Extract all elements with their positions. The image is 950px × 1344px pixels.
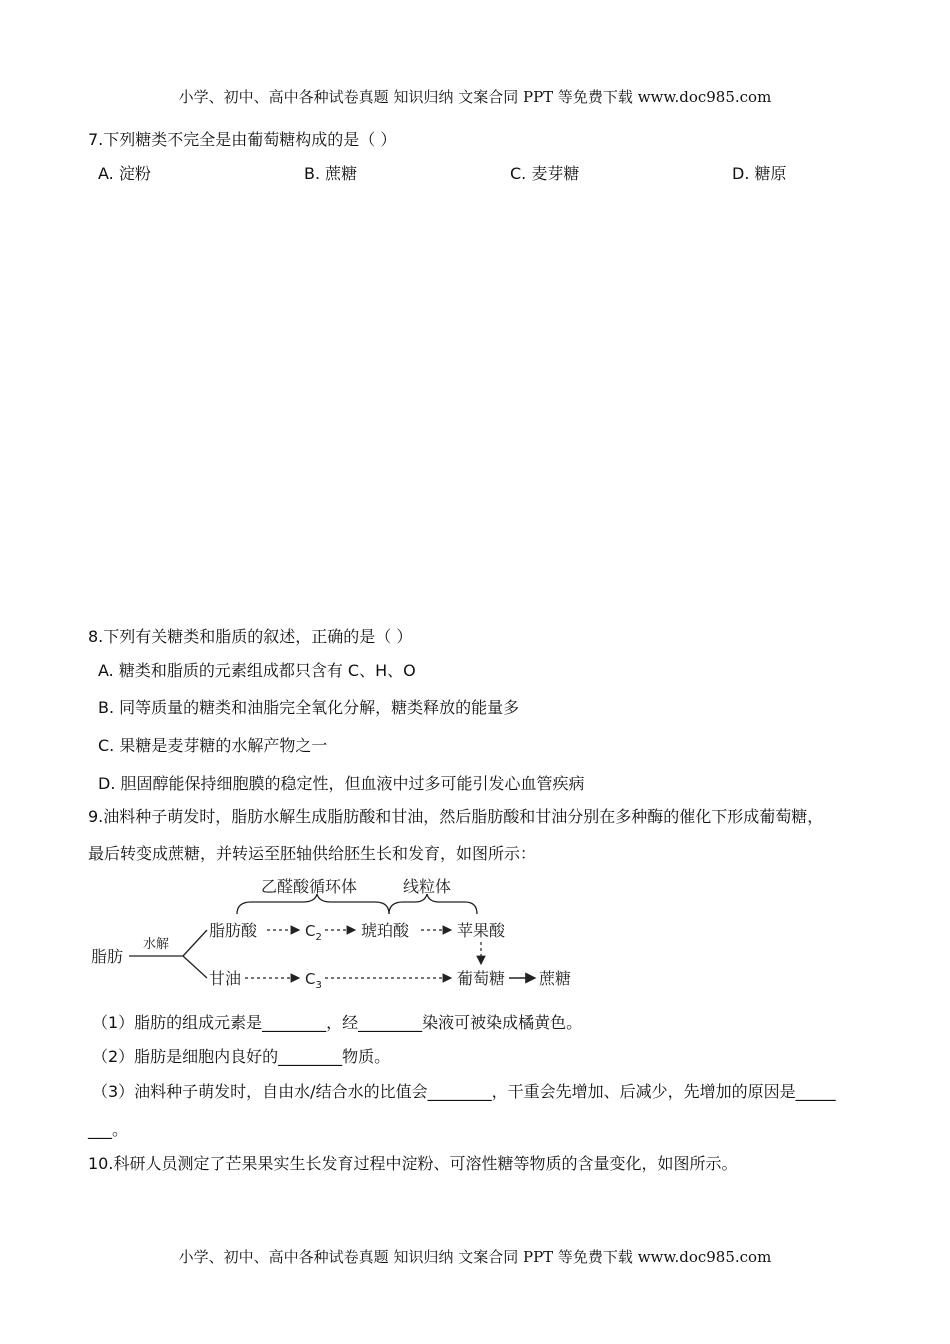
brace-mitochondria <box>389 894 477 914</box>
question-10-stem: 10.科研人员测定了芒果果实生长发育过程中淀粉、可溶性糖等物质的含量变化，如图所示。 <box>88 1154 738 1173</box>
question-9-stem-line2: 最后转变成蔗糖，并转运至胚轴供给胚生长和发育，如图所示： <box>88 844 537 863</box>
page-footer: 小学、初中、高中各种试卷真题 知识归纳 文案合同 PPT 等免费下载 www.doc985.com <box>178 1248 772 1266</box>
page-header: 小学、初中、高中各种试卷真题 知识归纳 文案合同 PPT 等免费下载 www.doc985.com <box>178 88 772 106</box>
node-malate: 苹果酸 <box>457 921 506 940</box>
node-glycerol: 甘油 <box>209 969 242 988</box>
question-8-option-c: C. 果糖是麦芽糖的水解产物之一 <box>98 736 328 755</box>
node-c2: $C_2$ <box>305 922 322 943</box>
node-fat: 脂肪 <box>91 947 124 966</box>
question-8-stem: 8.下列有关糖类和脂质的叙述，正确的是（ ） <box>88 627 413 646</box>
question-7-stem: 7.下列糖类不完全是由葡萄糖构成的是（ ） <box>88 130 397 149</box>
question-7-option-a: A. 淀粉 <box>98 164 151 183</box>
question-8-option-a: A. 糖类和脂质的元素组成都只含有 C、H、O <box>98 661 416 680</box>
question-7-option-c: C. 麦芽糖 <box>510 164 580 183</box>
node-glucose: 葡萄糖 <box>457 969 506 988</box>
question-9-sub3-line2: ___。 <box>88 1120 129 1139</box>
question-9-sub3-line1: （3）油料种子萌发时，自由水/结合水的比值会________，干重会先增加、后减少，先增加的原因是_____ <box>92 1082 836 1101</box>
question-8-option-d: D. 胆固醇能保持细胞膜的稳定性，但血液中过多可能引发心血管疾病 <box>98 774 585 793</box>
question-9-stem-line1: 9.油料种子萌发时，脂肪水解生成脂肪酸和甘油，然后脂肪酸和甘油分别在多种酶的催化下形成葡萄糖， <box>88 807 824 826</box>
label-glyoxysome: 乙醛酸循环体 <box>261 877 358 896</box>
node-succinate: 琥珀酸 <box>361 921 410 940</box>
label-hydrolysis: 水解 <box>143 937 170 952</box>
node-fatty-acid: 脂肪酸 <box>209 921 258 940</box>
node-c3: $C_3$ <box>305 970 322 991</box>
fat-metabolism-diagram <box>85 872 605 1000</box>
question-8-option-b: B. 同等质量的糖类和油脂完全氧化分解，糖类释放的能量多 <box>98 698 520 717</box>
question-9-sub2: （2）脂肪是细胞内良好的________物质。 <box>92 1047 391 1066</box>
question-9-sub1: （1）脂肪的组成元素是________，经________染液可被染成橘黄色。 <box>92 1013 583 1032</box>
label-mitochondria: 线粒体 <box>403 877 452 896</box>
node-sucrose: 蔗糖 <box>539 969 572 988</box>
brace-glyoxysome <box>237 894 389 914</box>
question-7-option-b: B. 蔗糖 <box>304 164 358 183</box>
question-7-option-d: D. 糖原 <box>732 164 787 183</box>
